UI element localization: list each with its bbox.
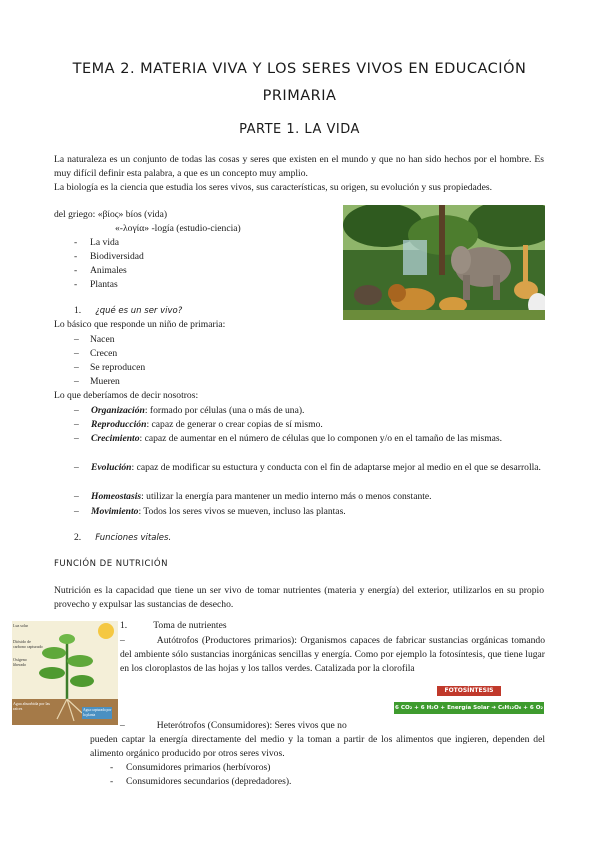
- greek-origin-line-1: del griego: «βίος» bíos (vida): [54, 209, 168, 220]
- section-2-heading: 2. Funciones vitales.: [74, 532, 172, 543]
- list-item: - Animales: [74, 265, 127, 276]
- heterotrophs-first-line: – Heterótrofos (Consumidores): Seres vivos que no: [120, 720, 347, 731]
- list-item: - Consumidores secundarios (depredadores).: [110, 776, 292, 787]
- list-item: - La vida: [74, 237, 120, 248]
- intro-paragraph-1: La naturaleza es un conjunto de todas las cosas y seres que existen en el mundo y que no han sido hechos por el hombre. Es muy difícil definir esta palabra, a que es un concepto muy amplio.: [54, 154, 544, 179]
- plant-label: Agua absorbida por las raíces: [13, 701, 50, 711]
- expert-answer-intro: Lo que deberíamos de decir nosotros:: [54, 390, 199, 401]
- list-item: – Se reproducen: [74, 362, 146, 373]
- property-item: – Reproducción: capaz de generar o crear copias de sí mismo.: [74, 419, 323, 430]
- plant-label: Luz solar: [13, 623, 28, 628]
- heterotrophs-paragraph: pueden captar la energía directamente del medio y la toman a partir de los alimentos que ingieren, dependen del alimento orgánico producido por otros seres vivos.: [90, 734, 545, 759]
- page-title: TEMA 2. MATERIA VIVA Y LOS SERES VIVOS EN EDUCACIÓN PRIMARIA: [72, 61, 527, 104]
- property-item: – Homeostasis: utilizar la energía para mantener un medio interno más o menos constante.: [74, 491, 432, 502]
- property-item: – Evolución: capaz de modificar su estuctura y conducta con el fin de adaptarse mejor al medio en el que se desarrolla.: [74, 462, 541, 473]
- list-item: – Mueren: [74, 376, 120, 387]
- plant-label: Dióxido de carbono capturado: [13, 639, 43, 649]
- property-item: – Movimiento: Todos los seres vivos se mueven, incluso las plantas.: [74, 506, 346, 517]
- list-item: – Crecen: [74, 348, 118, 359]
- photosynthesis-equation: 6 CO₂ + 6 H₂O + Energía Solar ➔ C₆H₁₂O₆ + 6 O₂: [394, 702, 544, 714]
- photosynthesis-label: FOTOSÍNTESIS: [437, 686, 501, 696]
- question-heading: 1. ¿qué es un ser vivo?: [74, 305, 183, 316]
- plant-photosynthesis-image: [12, 621, 118, 725]
- list-item: – Nacen: [74, 334, 115, 345]
- child-answer-intro: Lo básico que responde un niño de primaria:: [54, 319, 226, 330]
- property-item: – Crecimiento: capaz de aumentar en el número de células que lo componen y/o en el tamaño de las mismas.: [74, 433, 503, 444]
- greek-origin-line-2: «-λογία» -logía (estudio-ciencia): [115, 223, 241, 234]
- nutrition-definition: Nutrición es la capacidad que tiene un ser vivo de tomar nutrientes (materia y energía) del exterior, utilizarlos en su propio provecho y expulsar las sustancias de desecho.: [54, 585, 544, 610]
- property-item: – Organización: formado por células (una o más de una).: [74, 405, 305, 416]
- jungle-animals-image: [343, 205, 545, 320]
- plant-label: Oxígeno liberado: [13, 657, 27, 667]
- nutrition-heading: FUNCIÓN DE NUTRICIÓN: [54, 559, 168, 569]
- list-item: - Biodiversidad: [74, 251, 144, 262]
- intro-paragraph-2: La biología es la ciencia que estudia los seres vivos, sus características, su origen, su evolución y sus propiedades.: [54, 182, 492, 193]
- section-title: PARTE 1. LA VIDA: [239, 122, 360, 137]
- autotrophs-paragraph: – Autótrofos (Productores primarios): Organismos capaces de fabricar sustancias orgánicas tomando del ambiente sólo sustancias inorgánicas sencillas y energía. Como por ejemplo la fotosíntesis, que tiene lugar en los cloroplastos de las hojas y los tallos verdes. Catalizada por la clorofila: [120, 635, 545, 674]
- list-item: - Plantas: [74, 279, 118, 290]
- nutrients-heading: 1. Toma de nutrientes: [120, 620, 227, 631]
- list-item: - Consumidores primarios (herbívoros): [110, 762, 271, 773]
- plant-label: Agua capturada por la planta: [83, 708, 112, 717]
